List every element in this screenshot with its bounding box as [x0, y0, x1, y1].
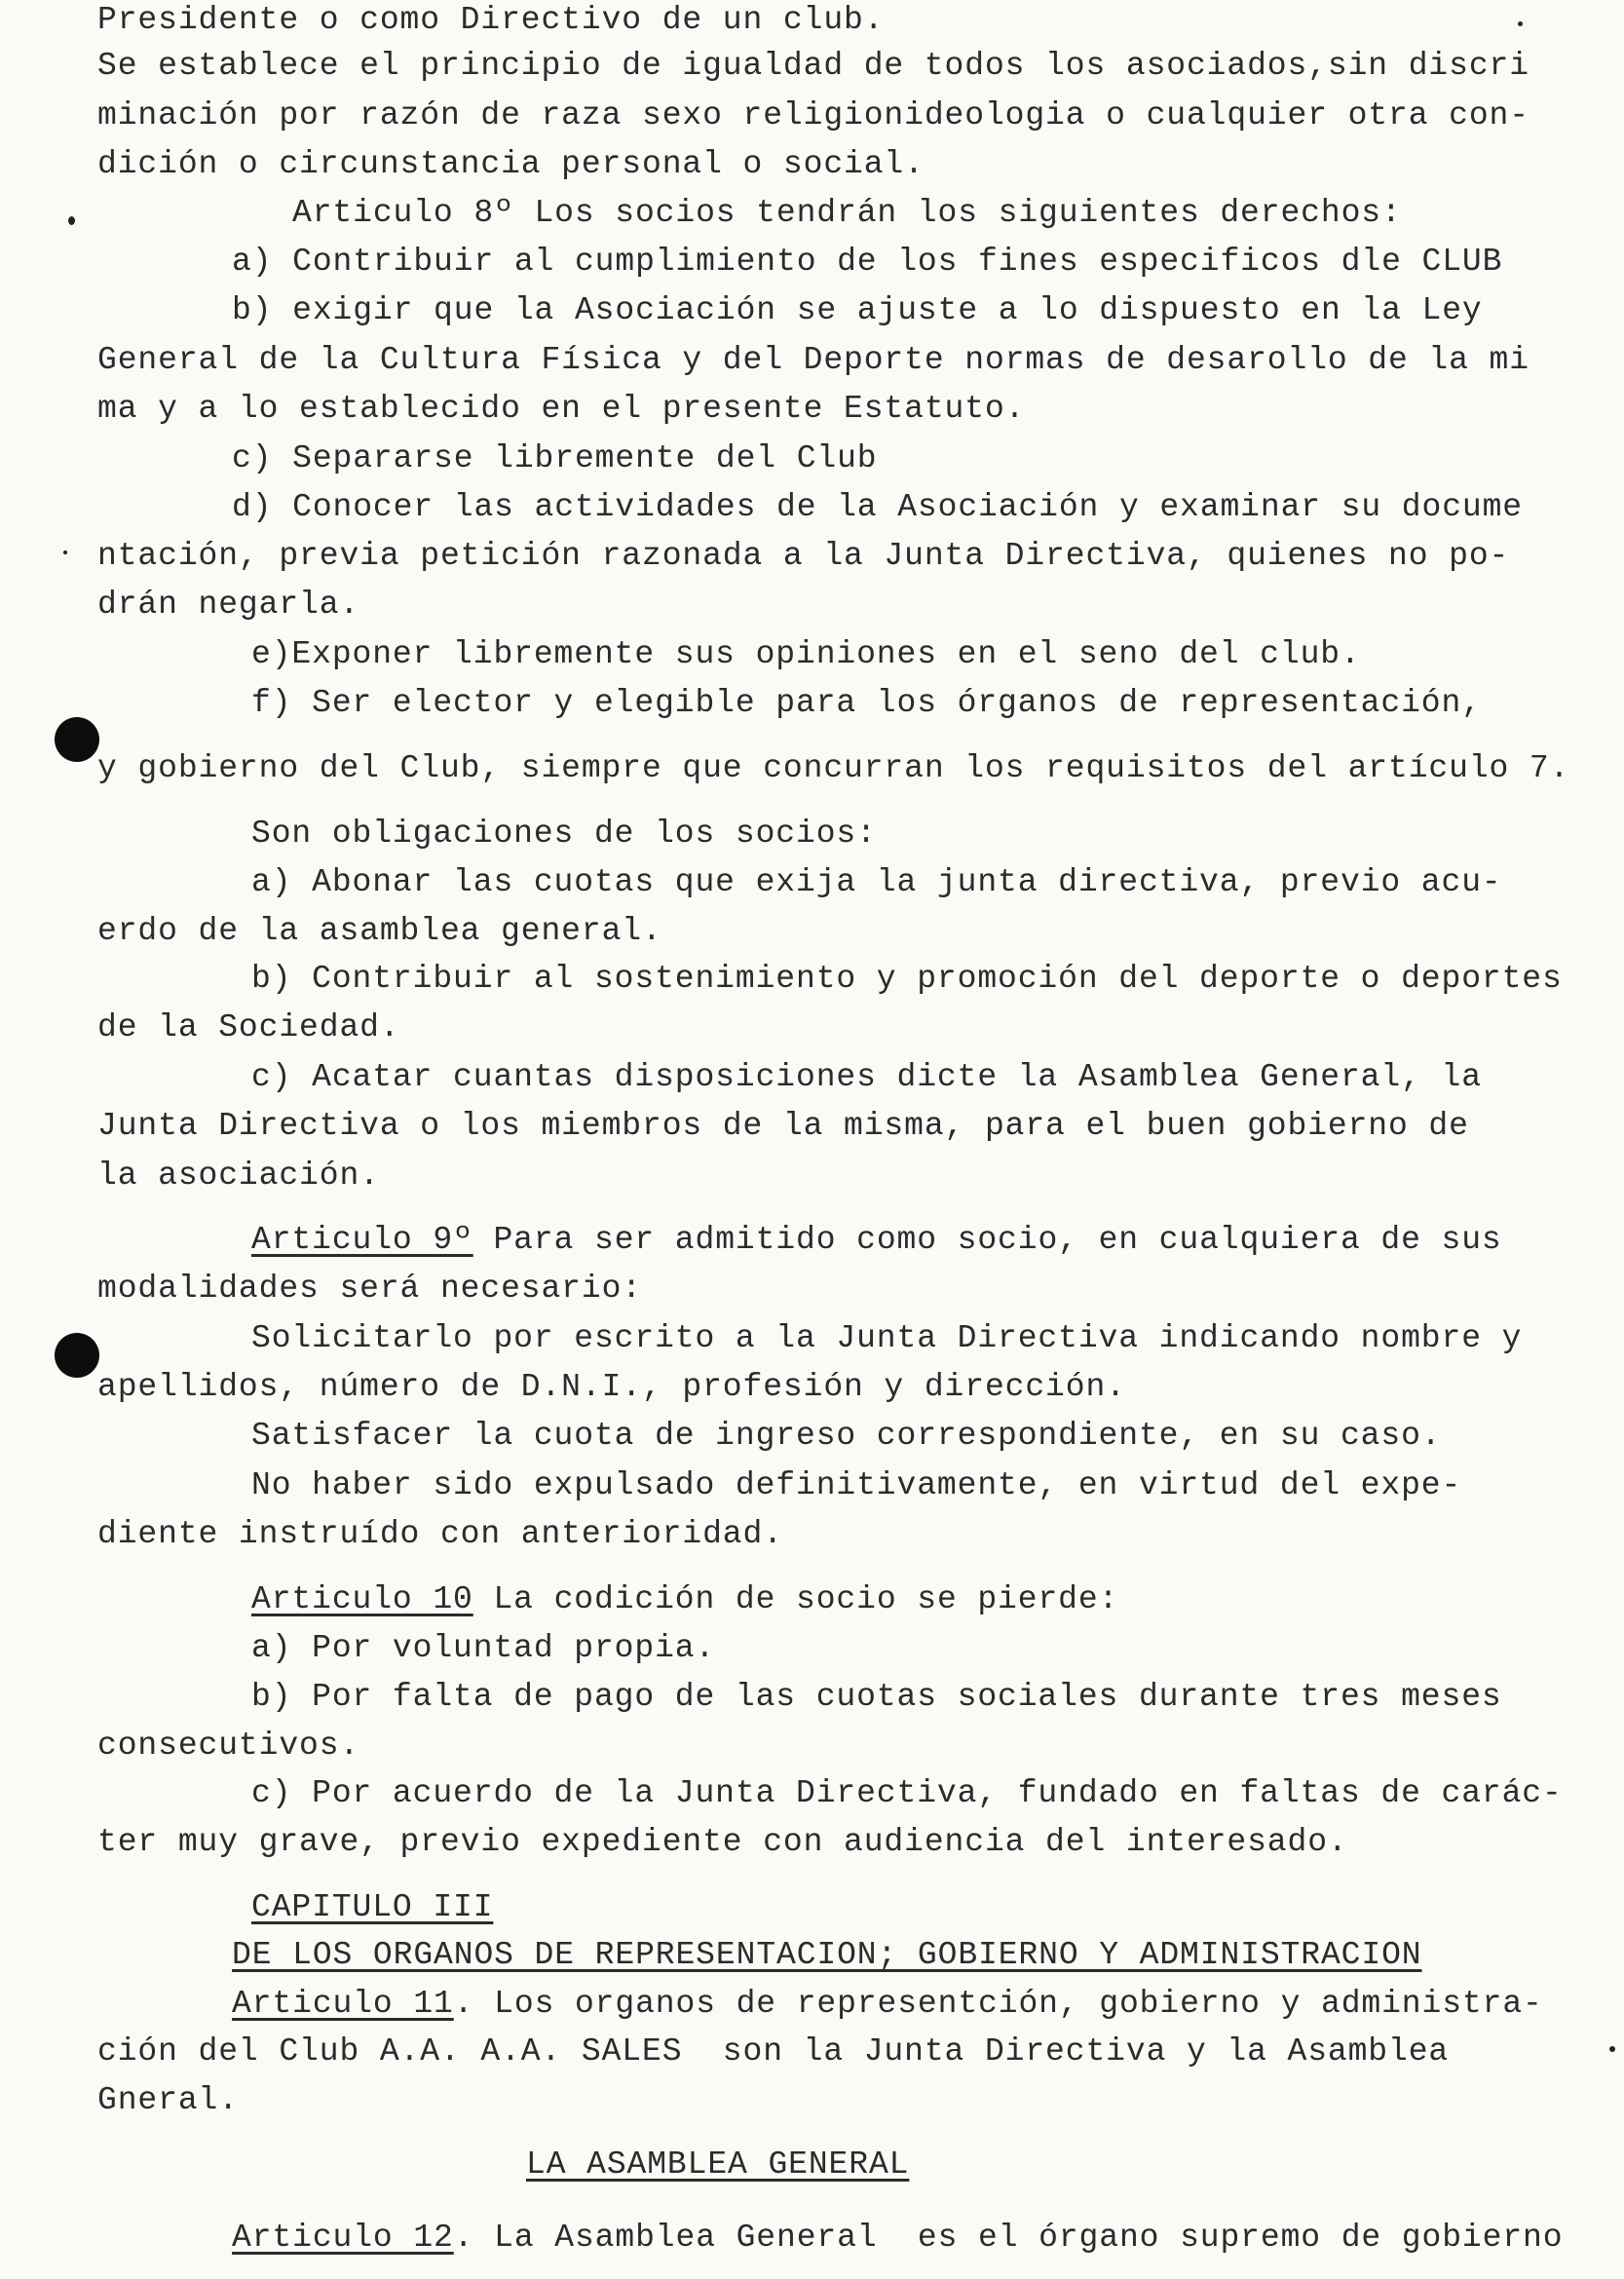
text-line: b) exigir que la Asociación se ajuste a lo dispuesto en la Ley: [232, 292, 1483, 328]
text-line: c) Separarse libremente del Club: [232, 440, 878, 476]
article-10-heading: Articulo 10: [251, 1581, 473, 1617]
text-line: diente instruído con anterioridad.: [97, 1516, 783, 1552]
article-9-heading: Articulo 9º: [251, 1222, 473, 1258]
text-line: La codición de socio se pierde:: [493, 1581, 1119, 1617]
chapter-title: CAPITULO III: [251, 1889, 494, 1925]
article-12-heading: Articulo 12: [232, 2220, 454, 2256]
text-line: ma y a lo establecido en el presente Estatuto.: [97, 391, 1026, 427]
text-line: . Los organos de representción, gobierno y administra-: [453, 1986, 1543, 2022]
article-11-line: [232, 1980, 1543, 2029]
text-line: de la Sociedad.: [97, 1009, 400, 1045]
text-line: minación por razón de raza sexo religionideologia o cualquier otra con-: [97, 97, 1530, 133]
article-9-line: [251, 1216, 1502, 1265]
text-line: General de la Cultura Física y del Deporte normas de desarollo de la mi: [97, 342, 1530, 378]
ink-speck: [1518, 21, 1523, 26]
text-line: b) Contribuir al sostenimiento y promoción del deporte o deportes: [251, 961, 1563, 997]
ink-speck: [68, 216, 75, 225]
text-line: d) Conocer las actividades de la Asociación y examinar su docume: [232, 489, 1524, 525]
text-line: . La Asamblea General es el órgano supremo de gobierno: [453, 2220, 1564, 2256]
text-line: f) Ser elector y elegible para los órganos de representación,: [251, 685, 1482, 721]
text-line: ter muy grave, previo expediente con audiencia del interesado.: [97, 1824, 1348, 1860]
chapter-subtitle: DE LOS ORGANOS DE REPRESENTACION; GOBIERNO Y ADMINISTRACION: [232, 1937, 1422, 1973]
text-line: dición o circunstancia personal o social.: [97, 146, 925, 182]
text-line: Se establece el principio de igualdad de todos los asociados,sin discri: [97, 48, 1530, 84]
article-10-line: [251, 1576, 1118, 1624]
text-line: Articulo 8º Los socios tendrán los siguientes derechos:: [292, 195, 1402, 231]
text-line: ción del Club A.A. A.A. SALES son la Junta Directiva y la Asamblea: [97, 2033, 1450, 2070]
article-12-line: [232, 2214, 1563, 2262]
text-line: consecutivos.: [97, 1728, 360, 1764]
text-line: c) Por acuerdo de la Junta Directiva, fundado en faltas de carác-: [251, 1775, 1563, 1811]
text-line: b) Por falta de pago de las cuotas sociales durante tres meses: [251, 1679, 1502, 1715]
text-line: e)Exponer libremente sus opiniones en el seno del club.: [251, 636, 1361, 672]
article-11-heading: Articulo 11: [232, 1986, 454, 2022]
text-line: c) Acatar cuantas disposiciones dicte la Asamblea General, la: [251, 1059, 1482, 1095]
text-line: y gobierno del Club, siempre que concurran los requisitos del artículo 7.: [97, 750, 1570, 786]
text-line: erdo de la asamblea general.: [97, 913, 662, 949]
text-line: apellidos, número de D.N.I., profesión y dirección.: [97, 1369, 1126, 1405]
text-line: Son obligaciones de los socios:: [251, 816, 877, 852]
text-line: modalidades será necesario:: [97, 1271, 642, 1307]
punch-hole-top: [55, 717, 99, 762]
text-line: a) Contribuir al cumplimiento de los fines especificos dle CLUB: [232, 244, 1503, 280]
ink-speck: [1609, 2046, 1615, 2052]
text-line: Solicitarlo por escrito a la Junta Directiva indicando nombre y: [251, 1320, 1523, 1356]
text-line: No haber sido expulsado definitivamente, en virtud del expe-: [251, 1467, 1462, 1503]
section-heading: LA ASAMBLEA GENERAL: [526, 2146, 910, 2183]
text-line: la asociación.: [97, 1158, 380, 1194]
text-line: Para ser admitido como socio, en cualquiera de sus: [493, 1222, 1502, 1258]
punch-hole-bottom: [55, 1333, 99, 1378]
text-line: ntación, previa petición razonada a la Junta Directiva, quienes no po-: [97, 538, 1510, 574]
text-line: Junta Directiva o los miembros de la misma, para el buen gobierno de: [97, 1108, 1469, 1144]
text-line: Gneral.: [97, 2082, 239, 2118]
ink-speck: [63, 551, 67, 554]
text-line: a) Abonar las cuotas que exija la junta directiva, previo acu-: [251, 864, 1502, 900]
text-line: drán negarla.: [97, 587, 360, 623]
text-line: Presidente o como Directivo de un club.: [97, 2, 885, 38]
text-line: Satisfacer la cuota de ingreso correspondiente, en su caso.: [251, 1418, 1442, 1454]
text-line: a) Por voluntad propia.: [251, 1630, 716, 1666]
